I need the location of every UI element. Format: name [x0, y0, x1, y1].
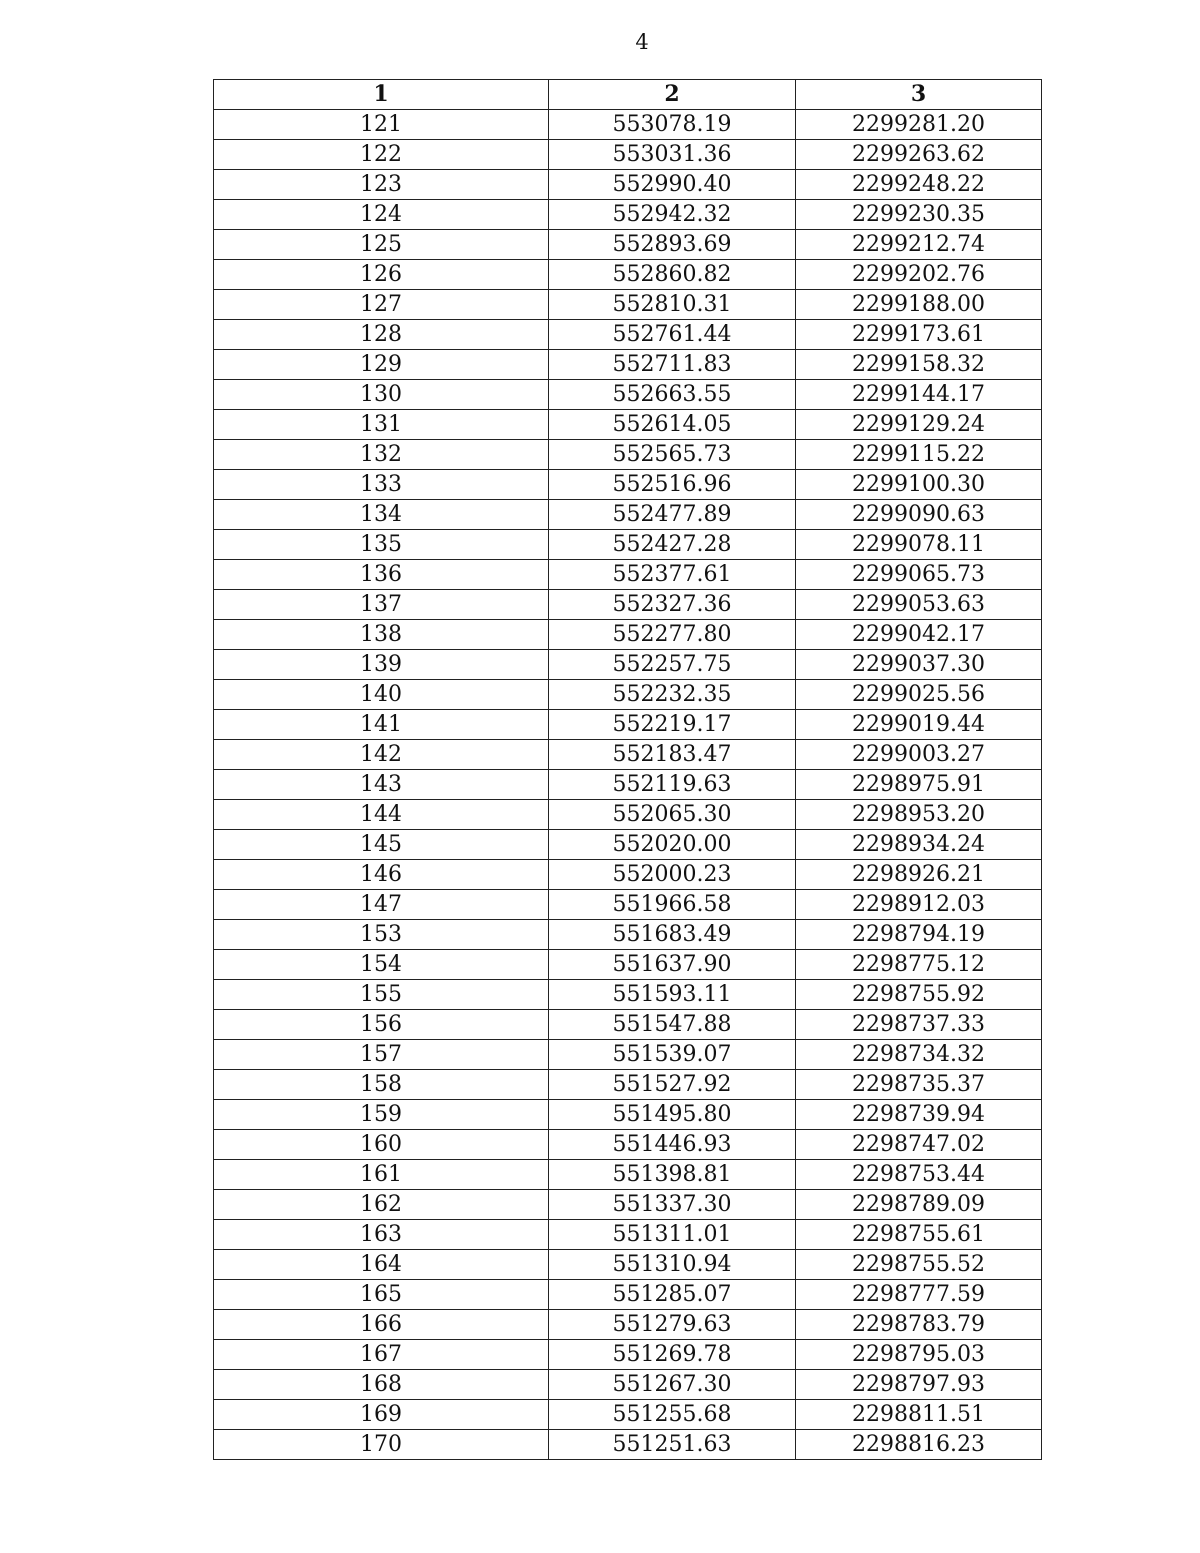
- y-coordinate-cell: 2298789.09: [796, 1190, 1042, 1220]
- table-row: [214, 950, 1042, 980]
- point-number-cell: 160: [214, 1130, 549, 1160]
- point-number-cell: 163: [214, 1220, 549, 1250]
- table-row: [214, 260, 1042, 290]
- x-coordinate-cell: 551398.81: [549, 1160, 796, 1190]
- x-coordinate-cell: 552020.00: [549, 830, 796, 860]
- point-number-cell: 157: [214, 1040, 549, 1070]
- table-row: [214, 1190, 1042, 1220]
- header-row: [214, 80, 1042, 110]
- y-coordinate-cell: 2299144.17: [796, 380, 1042, 410]
- point-number-cell: 132: [214, 440, 549, 470]
- table-row: [214, 560, 1042, 590]
- point-number-cell: 167: [214, 1340, 549, 1370]
- table-row: [214, 620, 1042, 650]
- x-coordinate-cell: 552277.80: [549, 620, 796, 650]
- y-coordinate-cell: 2299230.35: [796, 200, 1042, 230]
- table-body: [214, 110, 1042, 1460]
- x-coordinate-cell: 552183.47: [549, 740, 796, 770]
- x-coordinate-cell: 551269.78: [549, 1340, 796, 1370]
- y-coordinate-cell: 2298755.61: [796, 1220, 1042, 1250]
- y-coordinate-cell: 2298747.02: [796, 1130, 1042, 1160]
- table-row: [214, 440, 1042, 470]
- x-coordinate-cell: 552663.55: [549, 380, 796, 410]
- x-coordinate-cell: 552065.30: [549, 800, 796, 830]
- table-row: [214, 1100, 1042, 1130]
- x-coordinate-cell: 551251.63: [549, 1430, 796, 1460]
- x-coordinate-cell: 553031.36: [549, 140, 796, 170]
- y-coordinate-cell: 2298795.03: [796, 1340, 1042, 1370]
- table-row: [214, 890, 1042, 920]
- x-coordinate-cell: 552257.75: [549, 650, 796, 680]
- x-coordinate-cell: 551267.30: [549, 1370, 796, 1400]
- point-number-cell: 164: [214, 1250, 549, 1280]
- point-number-cell: 125: [214, 230, 549, 260]
- page-number: 4: [635, 30, 649, 54]
- x-coordinate-cell: 552942.32: [549, 200, 796, 230]
- table-row: [214, 1370, 1042, 1400]
- point-number-cell: 135: [214, 530, 549, 560]
- table-row: [214, 530, 1042, 560]
- point-number-cell: 166: [214, 1310, 549, 1340]
- point-number-cell: 128: [214, 320, 549, 350]
- point-number-cell: 158: [214, 1070, 549, 1100]
- x-coordinate-cell: 552761.44: [549, 320, 796, 350]
- column-header-point: 1: [214, 80, 549, 110]
- point-number-cell: 168: [214, 1370, 549, 1400]
- table-row: [214, 1010, 1042, 1040]
- point-number-cell: 161: [214, 1160, 549, 1190]
- x-coordinate-cell: 552327.36: [549, 590, 796, 620]
- x-coordinate-cell: 553078.19: [549, 110, 796, 140]
- x-coordinate-cell: 552000.23: [549, 860, 796, 890]
- x-coordinate-cell: 551593.11: [549, 980, 796, 1010]
- table-row: [214, 380, 1042, 410]
- point-number-cell: 136: [214, 560, 549, 590]
- table-row: [214, 1160, 1042, 1190]
- y-coordinate-cell: 2299158.32: [796, 350, 1042, 380]
- y-coordinate-cell: 2299037.30: [796, 650, 1042, 680]
- column-header-y: 3: [796, 80, 1042, 110]
- y-coordinate-cell: 2298797.93: [796, 1370, 1042, 1400]
- table-row: [214, 680, 1042, 710]
- y-coordinate-cell: 2299129.24: [796, 410, 1042, 440]
- y-coordinate-cell: 2298739.94: [796, 1100, 1042, 1130]
- y-coordinate-cell: 2299100.30: [796, 470, 1042, 500]
- table-row: [214, 1070, 1042, 1100]
- y-coordinate-cell: 2298737.33: [796, 1010, 1042, 1040]
- x-coordinate-cell: 551683.49: [549, 920, 796, 950]
- table-header: [214, 80, 1042, 110]
- table-row: [214, 770, 1042, 800]
- x-coordinate-cell: 551539.07: [549, 1040, 796, 1070]
- y-coordinate-cell: 2299090.63: [796, 500, 1042, 530]
- point-number-cell: 155: [214, 980, 549, 1010]
- table-row: [214, 800, 1042, 830]
- x-coordinate-cell: 551255.68: [549, 1400, 796, 1430]
- y-coordinate-cell: 2299078.11: [796, 530, 1042, 560]
- x-coordinate-cell: 552893.69: [549, 230, 796, 260]
- point-number-cell: 142: [214, 740, 549, 770]
- y-coordinate-cell: 2299003.27: [796, 740, 1042, 770]
- x-coordinate-cell: 551285.07: [549, 1280, 796, 1310]
- coordinates-table: [213, 79, 1042, 1460]
- point-number-cell: 130: [214, 380, 549, 410]
- table-row: [214, 1250, 1042, 1280]
- x-coordinate-cell: 551279.63: [549, 1310, 796, 1340]
- y-coordinate-cell: 2298735.37: [796, 1070, 1042, 1100]
- table-row: [214, 1430, 1042, 1460]
- point-number-cell: 147: [214, 890, 549, 920]
- table-row: [214, 710, 1042, 740]
- table-row: [214, 170, 1042, 200]
- x-coordinate-cell: 551446.93: [549, 1130, 796, 1160]
- point-number-cell: 153: [214, 920, 549, 950]
- x-coordinate-cell: 551310.94: [549, 1250, 796, 1280]
- table-row: [214, 110, 1042, 140]
- y-coordinate-cell: 2299173.61: [796, 320, 1042, 350]
- point-number-cell: 165: [214, 1280, 549, 1310]
- table-row: [214, 1340, 1042, 1370]
- x-coordinate-cell: 551547.88: [549, 1010, 796, 1040]
- x-coordinate-cell: 552232.35: [549, 680, 796, 710]
- y-coordinate-cell: 2299212.74: [796, 230, 1042, 260]
- point-number-cell: 146: [214, 860, 549, 890]
- y-coordinate-cell: 2298753.44: [796, 1160, 1042, 1190]
- table-row: [214, 1280, 1042, 1310]
- x-coordinate-cell: 551311.01: [549, 1220, 796, 1250]
- y-coordinate-cell: 2299042.17: [796, 620, 1042, 650]
- point-number-cell: 126: [214, 260, 549, 290]
- y-coordinate-cell: 2299019.44: [796, 710, 1042, 740]
- y-coordinate-cell: 2298794.19: [796, 920, 1042, 950]
- table-row: [214, 470, 1042, 500]
- point-number-cell: 170: [214, 1430, 549, 1460]
- x-coordinate-cell: 552119.63: [549, 770, 796, 800]
- table-row: [214, 1130, 1042, 1160]
- y-coordinate-cell: 2299065.73: [796, 560, 1042, 590]
- table-row: [214, 1220, 1042, 1250]
- table-row: [214, 500, 1042, 530]
- x-coordinate-cell: 552377.61: [549, 560, 796, 590]
- table-row: [214, 1310, 1042, 1340]
- point-number-cell: 169: [214, 1400, 549, 1430]
- y-coordinate-cell: 2298775.12: [796, 950, 1042, 980]
- table-row: [214, 650, 1042, 680]
- y-coordinate-cell: 2298926.21: [796, 860, 1042, 890]
- y-coordinate-cell: 2299053.63: [796, 590, 1042, 620]
- point-number-cell: 144: [214, 800, 549, 830]
- table-row: [214, 830, 1042, 860]
- table-row: [214, 230, 1042, 260]
- x-coordinate-cell: 551966.58: [549, 890, 796, 920]
- x-coordinate-cell: 552614.05: [549, 410, 796, 440]
- y-coordinate-cell: 2299115.22: [796, 440, 1042, 470]
- y-coordinate-cell: 2298953.20: [796, 800, 1042, 830]
- y-coordinate-cell: 2298783.79: [796, 1310, 1042, 1340]
- table-row: [214, 410, 1042, 440]
- x-coordinate-cell: 552516.96: [549, 470, 796, 500]
- y-coordinate-cell: 2299281.20: [796, 110, 1042, 140]
- point-number-cell: 121: [214, 110, 549, 140]
- point-number-cell: 122: [214, 140, 549, 170]
- point-number-cell: 141: [214, 710, 549, 740]
- point-number-cell: 154: [214, 950, 549, 980]
- point-number-cell: 131: [214, 410, 549, 440]
- point-number-cell: 129: [214, 350, 549, 380]
- y-coordinate-cell: 2299263.62: [796, 140, 1042, 170]
- y-coordinate-cell: 2298755.52: [796, 1250, 1042, 1280]
- point-number-cell: 123: [214, 170, 549, 200]
- x-coordinate-cell: 552860.82: [549, 260, 796, 290]
- y-coordinate-cell: 2298816.23: [796, 1430, 1042, 1460]
- table-row: [214, 590, 1042, 620]
- point-number-cell: 137: [214, 590, 549, 620]
- x-coordinate-cell: 552427.28: [549, 530, 796, 560]
- point-number-cell: 159: [214, 1100, 549, 1130]
- y-coordinate-cell: 2299188.00: [796, 290, 1042, 320]
- x-coordinate-cell: 552477.89: [549, 500, 796, 530]
- table-row: [214, 350, 1042, 380]
- x-coordinate-cell: 551495.80: [549, 1100, 796, 1130]
- x-coordinate-cell: 552810.31: [549, 290, 796, 320]
- point-number-cell: 134: [214, 500, 549, 530]
- point-number-cell: 162: [214, 1190, 549, 1220]
- table-row: [214, 320, 1042, 350]
- point-number-cell: 139: [214, 650, 549, 680]
- y-coordinate-cell: 2298755.92: [796, 980, 1042, 1010]
- point-number-cell: 133: [214, 470, 549, 500]
- y-coordinate-cell: 2298811.51: [796, 1400, 1042, 1430]
- y-coordinate-cell: 2299202.76: [796, 260, 1042, 290]
- point-number-cell: 127: [214, 290, 549, 320]
- x-coordinate-cell: 552219.17: [549, 710, 796, 740]
- table-row: [214, 1400, 1042, 1430]
- x-coordinate-cell: 551637.90: [549, 950, 796, 980]
- y-coordinate-cell: 2299025.56: [796, 680, 1042, 710]
- table-row: [214, 140, 1042, 170]
- x-coordinate-cell: 552711.83: [549, 350, 796, 380]
- x-coordinate-cell: 551527.92: [549, 1070, 796, 1100]
- point-number-cell: 140: [214, 680, 549, 710]
- x-coordinate-cell: 551337.30: [549, 1190, 796, 1220]
- x-coordinate-cell: 552990.40: [549, 170, 796, 200]
- table-row: [214, 980, 1042, 1010]
- point-number-cell: 138: [214, 620, 549, 650]
- y-coordinate-cell: 2298734.32: [796, 1040, 1042, 1070]
- y-coordinate-cell: 2299248.22: [796, 170, 1042, 200]
- point-number-cell: 143: [214, 770, 549, 800]
- table-row: [214, 290, 1042, 320]
- table-row: [214, 1040, 1042, 1070]
- y-coordinate-cell: 2298975.91: [796, 770, 1042, 800]
- x-coordinate-cell: 552565.73: [549, 440, 796, 470]
- point-number-cell: 156: [214, 1010, 549, 1040]
- y-coordinate-cell: 2298777.59: [796, 1280, 1042, 1310]
- table-row: [214, 740, 1042, 770]
- table-row: [214, 200, 1042, 230]
- table-row: [214, 920, 1042, 950]
- table-row: [214, 860, 1042, 890]
- y-coordinate-cell: 2298934.24: [796, 830, 1042, 860]
- point-number-cell: 124: [214, 200, 549, 230]
- point-number-cell: 145: [214, 830, 549, 860]
- y-coordinate-cell: 2298912.03: [796, 890, 1042, 920]
- column-header-x: 2: [549, 80, 796, 110]
